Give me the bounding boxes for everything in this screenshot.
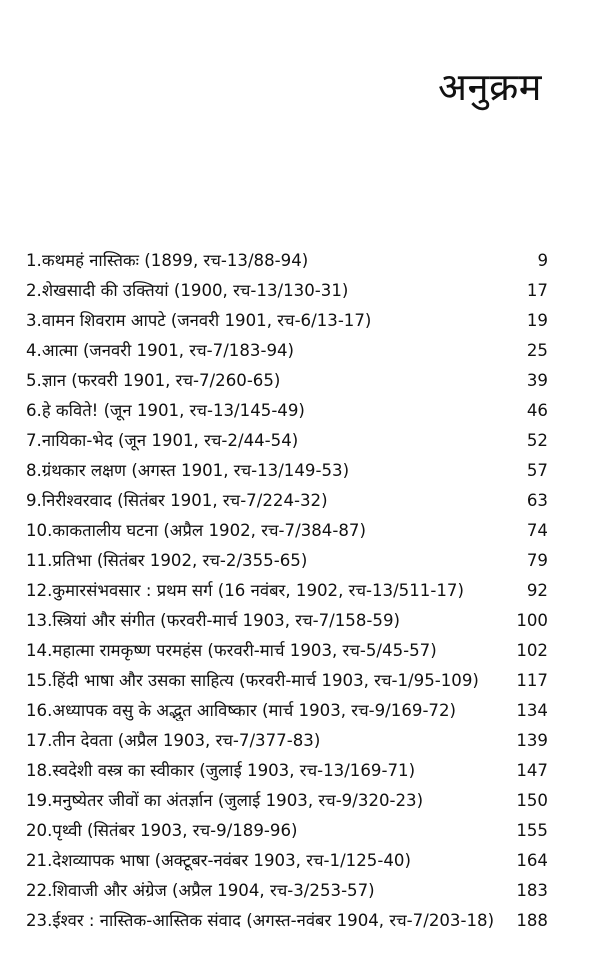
toc-entry <box>26 728 548 758</box>
table-of-contents <box>26 248 548 938</box>
toc-entry <box>26 488 548 518</box>
toc-entry-title: कुमारसंभवसार : प्रथम सर्ग (16 नवंबर, 1902, रच-13/511-17) <box>52 581 464 600</box>
toc-entry-number: 10. <box>26 521 53 540</box>
toc-entry-number: 15. <box>26 671 53 690</box>
toc-entry-number: 2. <box>26 281 42 300</box>
toc-entry-number: 5. <box>26 371 42 390</box>
toc-entry-number: 9. <box>26 491 42 510</box>
toc-entry-number: 18. <box>26 761 53 780</box>
toc-entry-page-number: 134 <box>516 701 548 720</box>
toc-entry-page-number: 52 <box>526 431 548 450</box>
toc-entry-page-number: 46 <box>526 401 548 420</box>
toc-entry-page-number: 183 <box>516 881 548 900</box>
page-title: अनुक्रम <box>437 65 542 109</box>
toc-entry-title: आत्मा (जनवरी 1901, रच-7/183-94) <box>41 341 295 360</box>
toc-entry-page-number: 139 <box>516 731 548 750</box>
toc-entry <box>26 248 548 278</box>
toc-entry-number: 4. <box>26 341 42 360</box>
toc-entry-title: तीन देवता (अप्रैल 1903, रच-7/377-83) <box>52 731 321 750</box>
toc-entry-page-number: 117 <box>516 671 548 690</box>
toc-entry-page-number: 17 <box>526 281 548 300</box>
toc-entry <box>26 308 548 338</box>
toc-entry <box>26 458 548 488</box>
toc-entry-page-number: 102 <box>516 641 548 660</box>
toc-entry-number: 22. <box>26 881 53 900</box>
toc-entry-number: 20. <box>26 821 53 840</box>
toc-entry <box>26 578 548 608</box>
toc-entry <box>26 608 548 638</box>
toc-entry-number: 6. <box>26 401 42 420</box>
toc-entry-title: काकतालीय घटना (अप्रैल 1902, रच-7/384-87) <box>52 521 366 540</box>
toc-entry <box>26 428 548 458</box>
toc-entry-page-number: 147 <box>516 761 548 780</box>
toc-entry-title: स्त्रियां और संगीत (फरवरी-मार्च 1903, रच-7/158-59) <box>52 611 400 630</box>
toc-entry-title: ग्रंथकार लक्षण (अगस्त 1901, रच-13/149-53) <box>41 461 350 480</box>
toc-entry-page-number: 57 <box>526 461 548 480</box>
toc-entry-title: हिंदी भाषा और उसका साहित्य (फरवरी-मार्च 1903, रच-1/95-109) <box>52 671 479 690</box>
toc-entry-number: 17. <box>26 731 53 750</box>
toc-entry <box>26 818 548 848</box>
toc-entry <box>26 878 548 908</box>
toc-entry-page-number: 92 <box>526 581 548 600</box>
toc-entry <box>26 758 548 788</box>
toc-entry-page-number: 188 <box>516 911 548 930</box>
toc-entry-page-number: 74 <box>526 521 548 540</box>
toc-entry-title: कथमहं नास्तिकः (1899, रच-13/88-94) <box>41 251 309 270</box>
toc-entry <box>26 338 548 368</box>
toc-entry-title: शेखसादी की उक्तियां (1900, रच-13/130-31) <box>41 281 349 300</box>
toc-entry-page-number: 19 <box>526 311 548 330</box>
toc-entry-number: 13. <box>26 611 53 630</box>
toc-entry-title: ज्ञान (फरवरी 1901, रच-7/260-65) <box>41 371 281 390</box>
toc-entry-title: प्रतिभा (सितंबर 1902, रच-2/355-65) <box>52 551 308 570</box>
toc-entry-page-number: 155 <box>516 821 548 840</box>
toc-entry-number: 3. <box>26 311 42 330</box>
toc-entry <box>26 518 548 548</box>
toc-entry <box>26 638 548 668</box>
toc-entry <box>26 908 548 938</box>
toc-entry-number: 23. <box>26 911 53 930</box>
toc-entry-page-number: 9 <box>537 251 548 270</box>
toc-entry <box>26 848 548 878</box>
toc-entry-title: देशव्यापक भाषा (अक्टूबर-नवंबर 1903, रच-1/125-40) <box>52 851 411 870</box>
toc-entry-number: 19. <box>26 791 53 810</box>
toc-entry-title: अध्यापक वसु के अद्भुत आविष्कार (मार्च 1903, रच-9/169-72) <box>52 701 457 720</box>
toc-entry-page-number: 164 <box>516 851 548 870</box>
toc-entry-title: निरीश्वरवाद (सितंबर 1901, रच-7/224-32) <box>41 491 328 510</box>
toc-entry-number: 7. <box>26 431 42 450</box>
toc-entry-title: हे कविते! (जून 1901, रच-13/145-49) <box>41 401 305 420</box>
toc-entry <box>26 788 548 818</box>
toc-entry <box>26 368 548 398</box>
toc-entry-number: 14. <box>26 641 53 660</box>
toc-entry-page-number: 100 <box>516 611 548 630</box>
toc-entry-number: 1. <box>26 251 42 270</box>
toc-entry-number: 21. <box>26 851 53 870</box>
toc-entry-title: स्वदेशी वस्त्र का स्वीकार (जुलाई 1903, रच-13/169-71) <box>52 761 416 780</box>
toc-entry <box>26 398 548 428</box>
toc-entry-page-number: 39 <box>526 371 548 390</box>
toc-entry-title: वामन शिवराम आपटे (जनवरी 1901, रच-6/13-17) <box>41 311 372 330</box>
toc-entry-title: शिवाजी और अंग्रेज (अप्रैल 1904, रच-3/253-57) <box>52 881 375 900</box>
toc-entry-number: 16. <box>26 701 53 720</box>
toc-entry-title: नायिका-भेद (जून 1901, रच-2/44-54) <box>41 431 299 450</box>
toc-entry-title: पृथ्वी (सितंबर 1903, रच-9/189-96) <box>52 821 298 840</box>
toc-entry-title: मनुष्येतर जीवों का अंतर्ज्ञान (जुलाई 1903, रच-9/320-23) <box>52 791 424 810</box>
toc-entry-page-number: 25 <box>526 341 548 360</box>
toc-entry <box>26 278 548 308</box>
toc-entry <box>26 668 548 698</box>
toc-entry <box>26 698 548 728</box>
toc-entry-title: ईश्वर : नास्तिक-आस्तिक संवाद (अगस्त-नवंबर 1904, रच-7/203-18) <box>52 911 495 930</box>
toc-entry-number: 11. <box>26 551 53 570</box>
toc-entry-number: 8. <box>26 461 42 480</box>
toc-entry-number: 12. <box>26 581 53 600</box>
toc-entry-page-number: 150 <box>516 791 548 810</box>
toc-entry-page-number: 63 <box>526 491 548 510</box>
toc-entry-page-number: 79 <box>526 551 548 570</box>
toc-entry <box>26 548 548 578</box>
toc-entry-title: महात्मा रामकृष्ण परमहंस (फरवरी-मार्च 1903, रच-5/45-57) <box>52 641 437 660</box>
